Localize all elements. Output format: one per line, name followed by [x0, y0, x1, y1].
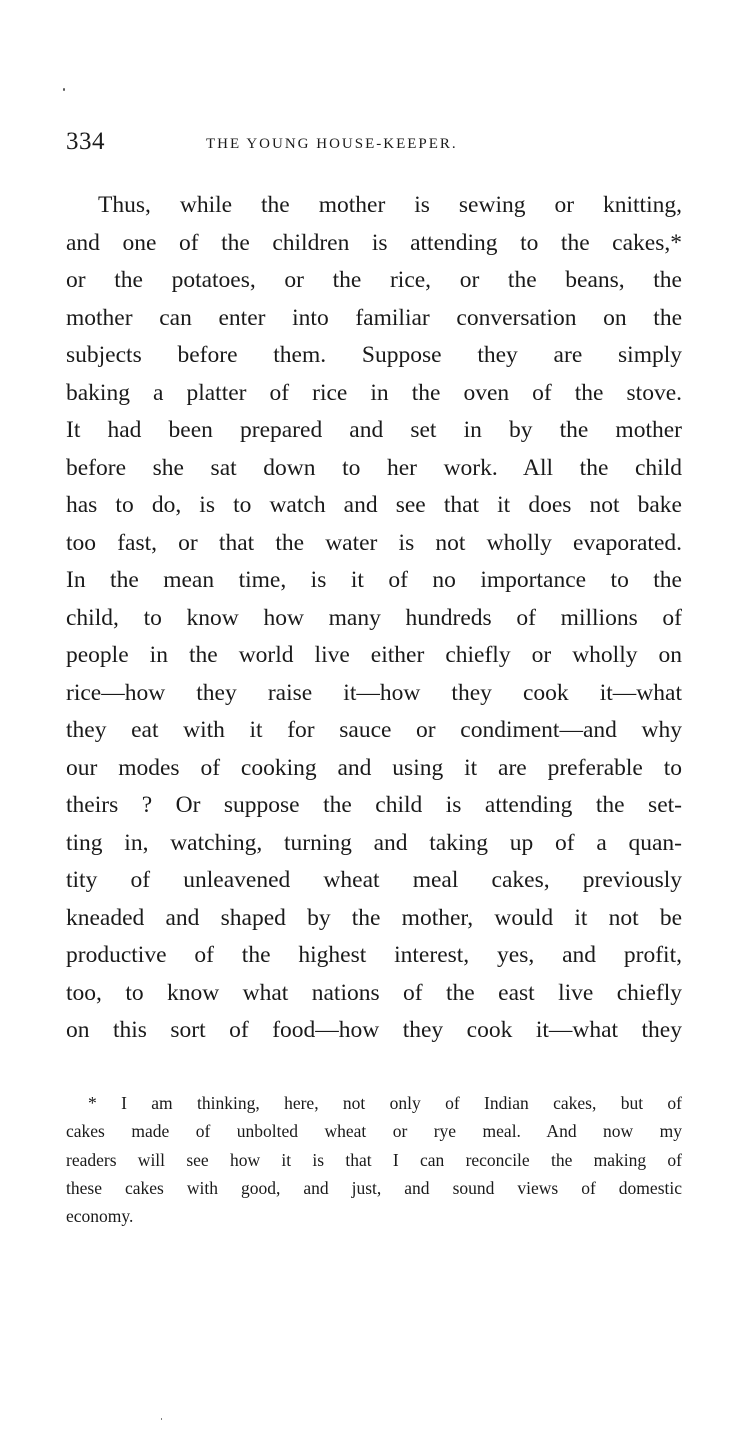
- body-line: too, to know what nations of the east live chiefly: [66, 979, 682, 1006]
- body-line: too fast, or that the water is not wholly evaporated.: [66, 529, 682, 556]
- footnote: [66, 1089, 682, 1230]
- body-paragraph: [66, 187, 682, 1050]
- body-line: Thus, while the mother is sewing or knitting,: [98, 192, 682, 218]
- body-line: baking a platter of rice in the oven of the stove.: [66, 379, 682, 406]
- body-line: theirs ? Or suppose the child is attending the set-: [66, 792, 682, 818]
- body-line: and one of the children is attending to the cakes,*: [66, 229, 682, 256]
- body-line: rice—how they raise it—how they cook it—what: [66, 679, 682, 706]
- body-line: our modes of cooking and using it are preferable to: [66, 754, 682, 781]
- footnote-line: economy.: [66, 1206, 134, 1227]
- body-line: or the potatoes, or the rice, or the beans, the: [66, 267, 682, 293]
- body-line: they eat with it for sauce or condiment—and why: [66, 717, 682, 743]
- body-line: tity of unleavened wheat meal cakes, previously: [66, 867, 682, 893]
- body-line: people in the world live either chiefly or wholly on: [66, 642, 682, 668]
- body-line: on this sort of food—how they cook it—what they: [66, 1017, 682, 1043]
- body-line: before she sat down to her work. All the child: [66, 454, 682, 481]
- running-head: [66, 128, 686, 162]
- body-line: has to do, is to watch and see that it does not bake: [66, 492, 682, 518]
- body-line: kneaded and shaped by the mother, would it not be: [66, 904, 682, 931]
- page-number: 334: [66, 128, 105, 155]
- body-line: child, to know how many hundreds of millions of: [66, 604, 682, 631]
- body-line: subjects before them. Suppose they are simply: [66, 342, 682, 368]
- footnote-line: readers will see how it is that I can reconcile the making of: [66, 1149, 682, 1170]
- body-line: In the mean time, is it of no importance to the: [66, 567, 682, 593]
- ink-speck: [161, 1418, 162, 1420]
- footnote-line: these cakes with good, and just, and sound views of domestic: [66, 1177, 682, 1198]
- running-title: THE YOUNG HOUSE-KEEPER.: [206, 136, 458, 152]
- body-line: productive of the highest interest, yes, and profit,: [66, 942, 682, 968]
- body-line: It had been prepared and set in by the mother: [66, 417, 682, 443]
- footnote-line: * I am thinking, here, not only of Indian cakes, but of: [88, 1093, 682, 1113]
- body-line: mother can enter into familiar conversation on the: [66, 304, 682, 331]
- footnote-line: cakes made of unbolted wheat or rye meal. And now my: [66, 1121, 682, 1142]
- body-line: ting in, watching, turning and taking up of a quan-: [66, 829, 682, 856]
- ink-speck: [63, 88, 65, 91]
